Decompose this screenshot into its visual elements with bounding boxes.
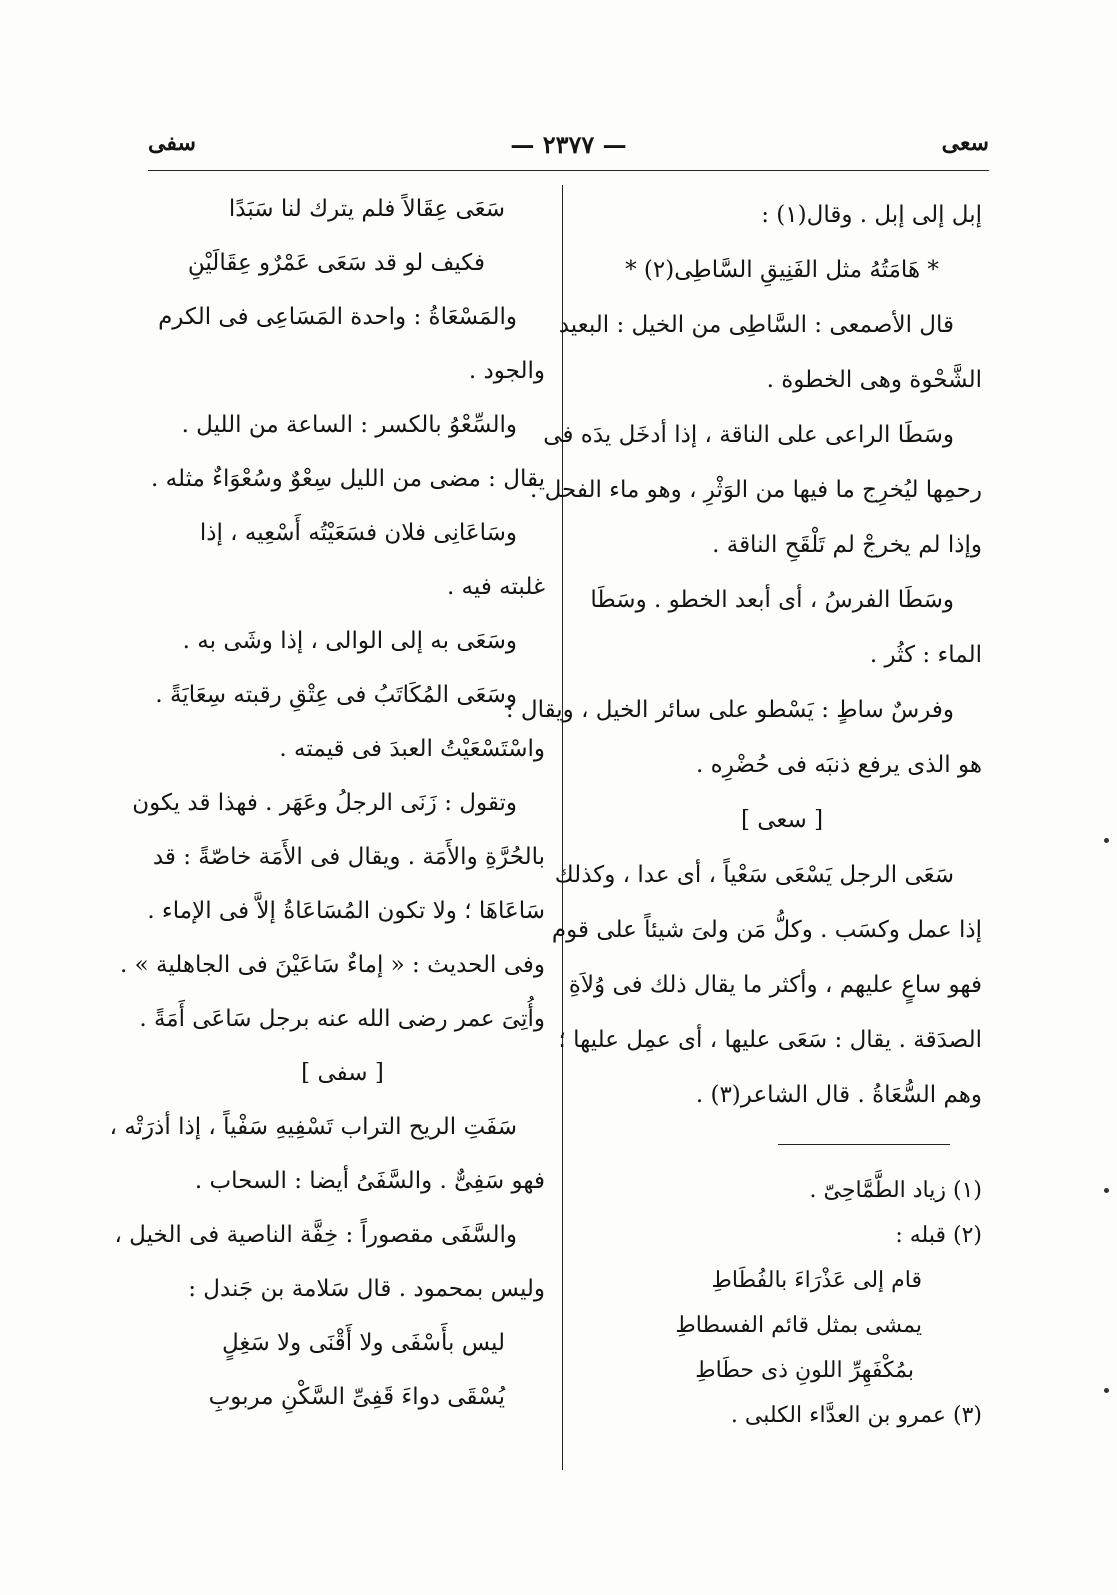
- footnote: (٢) قبله :: [895, 1223, 982, 1248]
- text-line: سَعَى الرجل يَسْعَى سَعْياً ، أى عدا ، وكذلك: [554, 862, 954, 888]
- footnote: (٣) عمرو بن العدَّاء الكلبى .: [730, 1403, 982, 1428]
- text-line: وهم السُّعَاةُ . قال الشاعر(٣) .: [695, 1082, 982, 1108]
- text-line: الماء : كثُر .: [869, 642, 982, 668]
- scan-speck: [1104, 1388, 1109, 1393]
- footnote-verse: يمشى بمثل قائم الفسطاطِ: [675, 1313, 922, 1338]
- text-line: قال الأصمعى : السَّاطِى من الخيل : البعيد: [558, 312, 954, 338]
- footnotes: [592, 1168, 982, 1438]
- entry-heading-sa-a: [ سعى ]: [740, 807, 824, 833]
- text-line: والسَّفَى مقصوراً : خِفَّة الناصية فى الخيل ،: [114, 1222, 517, 1248]
- text-line: والسِّعْوُ بالكسر : الساعة من الليل .: [181, 412, 517, 438]
- text-line: وليس بمحمود . قال سَلامة بن جَندل :: [188, 1276, 545, 1302]
- page-header: [148, 130, 989, 160]
- verse-line: * هَامَتُهُ مثل الفَنِيقِ السَّاطِى(٢) *: [625, 257, 939, 283]
- text-line: إذا عمل وكسَب . وكلُّ مَن ولىَ شيئاً على قوم: [551, 917, 982, 943]
- footnote-verse: بمُكْفَهِرِّ اللونِ ذى حطَاطِ: [695, 1358, 914, 1383]
- text-line: وسَعَى المُكَاتَبُ فى عِتْقِ رقبته سِعَايَةً .: [155, 682, 517, 708]
- text-line: وسَطَا الفرسُ ، أى أبعد الخطو . وسَطَا: [590, 587, 954, 613]
- text-line: وتقول : زَنَى الرجلُ وعَهَر . فهذا قد يكون: [132, 790, 517, 816]
- text-line: سَاعَاهَا ؛ ولا تكون المُسَاعَاةُ إلاَّ فى الإماء .: [147, 898, 545, 924]
- header-keyword-left: سفى: [148, 130, 196, 156]
- footnote-rule: [778, 1144, 950, 1145]
- text-line: فهو ساعٍ عليهم ، وأكثر ما يقال ذلك فى وُلاَةِ: [568, 972, 982, 998]
- text-line: فهو سَفِىٌّ . والسَّفَىُ أيضا : السحاب .: [194, 1168, 545, 1194]
- text-line: يقال : مضى من الليل سِعْوٌ وسُعْوَاءٌ مثله .: [151, 466, 545, 492]
- text-line: هو الذى يرفع ذنبَه فى حُضْرِه .: [696, 752, 982, 778]
- text-line: والمَسْعَاةُ : واحدة المَسَاعِى فى الكرم: [158, 304, 517, 330]
- scan-speck: [1104, 1188, 1109, 1193]
- footnote: (١) زياد الطَّمَّاحِىّ .: [809, 1178, 982, 1203]
- text-line: وسَعَى به إلى الوالى ، إذا وشَى به .: [182, 628, 517, 654]
- text-line: إبل إلى إبل . وقال(١) :: [761, 202, 982, 228]
- text-line: بالحُرَّةِ والأَمَة . ويقال فى الأَمَة خاصّةً : قد: [152, 844, 545, 870]
- text-line: غلبته فيه .: [446, 574, 545, 600]
- verse-line: سَعَى عِقَالاً فلم يترك لنا سَبَدًا: [228, 196, 505, 222]
- text-line: رحمِها ليُخرِج ما فيها من الوَثْرِ ، وهو ماء الفحل .: [529, 477, 982, 503]
- text-line: الشَّحْوة وهى الخطوة .: [766, 367, 982, 393]
- text-line: وسَطَا الراعى على الناقة ، إذا أدخَل يدَه فى: [543, 422, 954, 448]
- entry-heading-safa: [ سفى ]: [301, 1060, 384, 1086]
- page-number: — ٢٣٧٧ —: [510, 130, 627, 159]
- scan-speck: [1104, 838, 1109, 843]
- verse-line: فكيف لو قد سَعَى عَمْرٌو عِقَالَيْنِ: [187, 250, 485, 276]
- text-line: واسْتَسْعَيْتُ العبدَ فى قيمته .: [279, 736, 545, 762]
- column-divider: [562, 185, 563, 1470]
- verse-line: يُسْقَى دواءَ قَفِىِّ السَّكْنِ مربوبِ: [208, 1384, 505, 1410]
- text-line: الصدَقة . يقال : سَعَى عليها ، أى عمِل عليها ؛: [558, 1027, 982, 1053]
- text-line: وفى الحديث : « إماءٌ سَاعَيْنَ فى الجاهلية » .: [120, 952, 545, 978]
- text-line: سَفَتِ الريح التراب تَسْفِيهِ سَفْياً ، إذا أذرَتْه ،: [109, 1114, 517, 1140]
- header-rule: [148, 170, 989, 171]
- text-line: والجود .: [468, 358, 545, 384]
- footnote-verse: قام إلى عَذْرَاءَ بالفُطَاطِ: [711, 1268, 922, 1293]
- text-line: وإذا لم يخرجْ لم تَلْقَحِ الناقة .: [712, 532, 982, 558]
- verse-line: ليس بأَسْفَى ولا أَقْنَى ولا سَغِلٍ: [221, 1330, 505, 1356]
- text-line: وفرسٌ ساطٍ : يَسْطو على سائر الخيل ، ويقال :: [505, 697, 954, 723]
- text-line: وأُتِىَ عمر رضى الله عنه برجل سَاعَى أَمَةً .: [139, 1006, 545, 1032]
- left-column: [109, 182, 545, 1424]
- text-line: وسَاعَانِى فلان فسَعَيْتُه أَسْعِيه ، إذا: [199, 520, 517, 546]
- header-keyword-right: سعى: [941, 130, 989, 156]
